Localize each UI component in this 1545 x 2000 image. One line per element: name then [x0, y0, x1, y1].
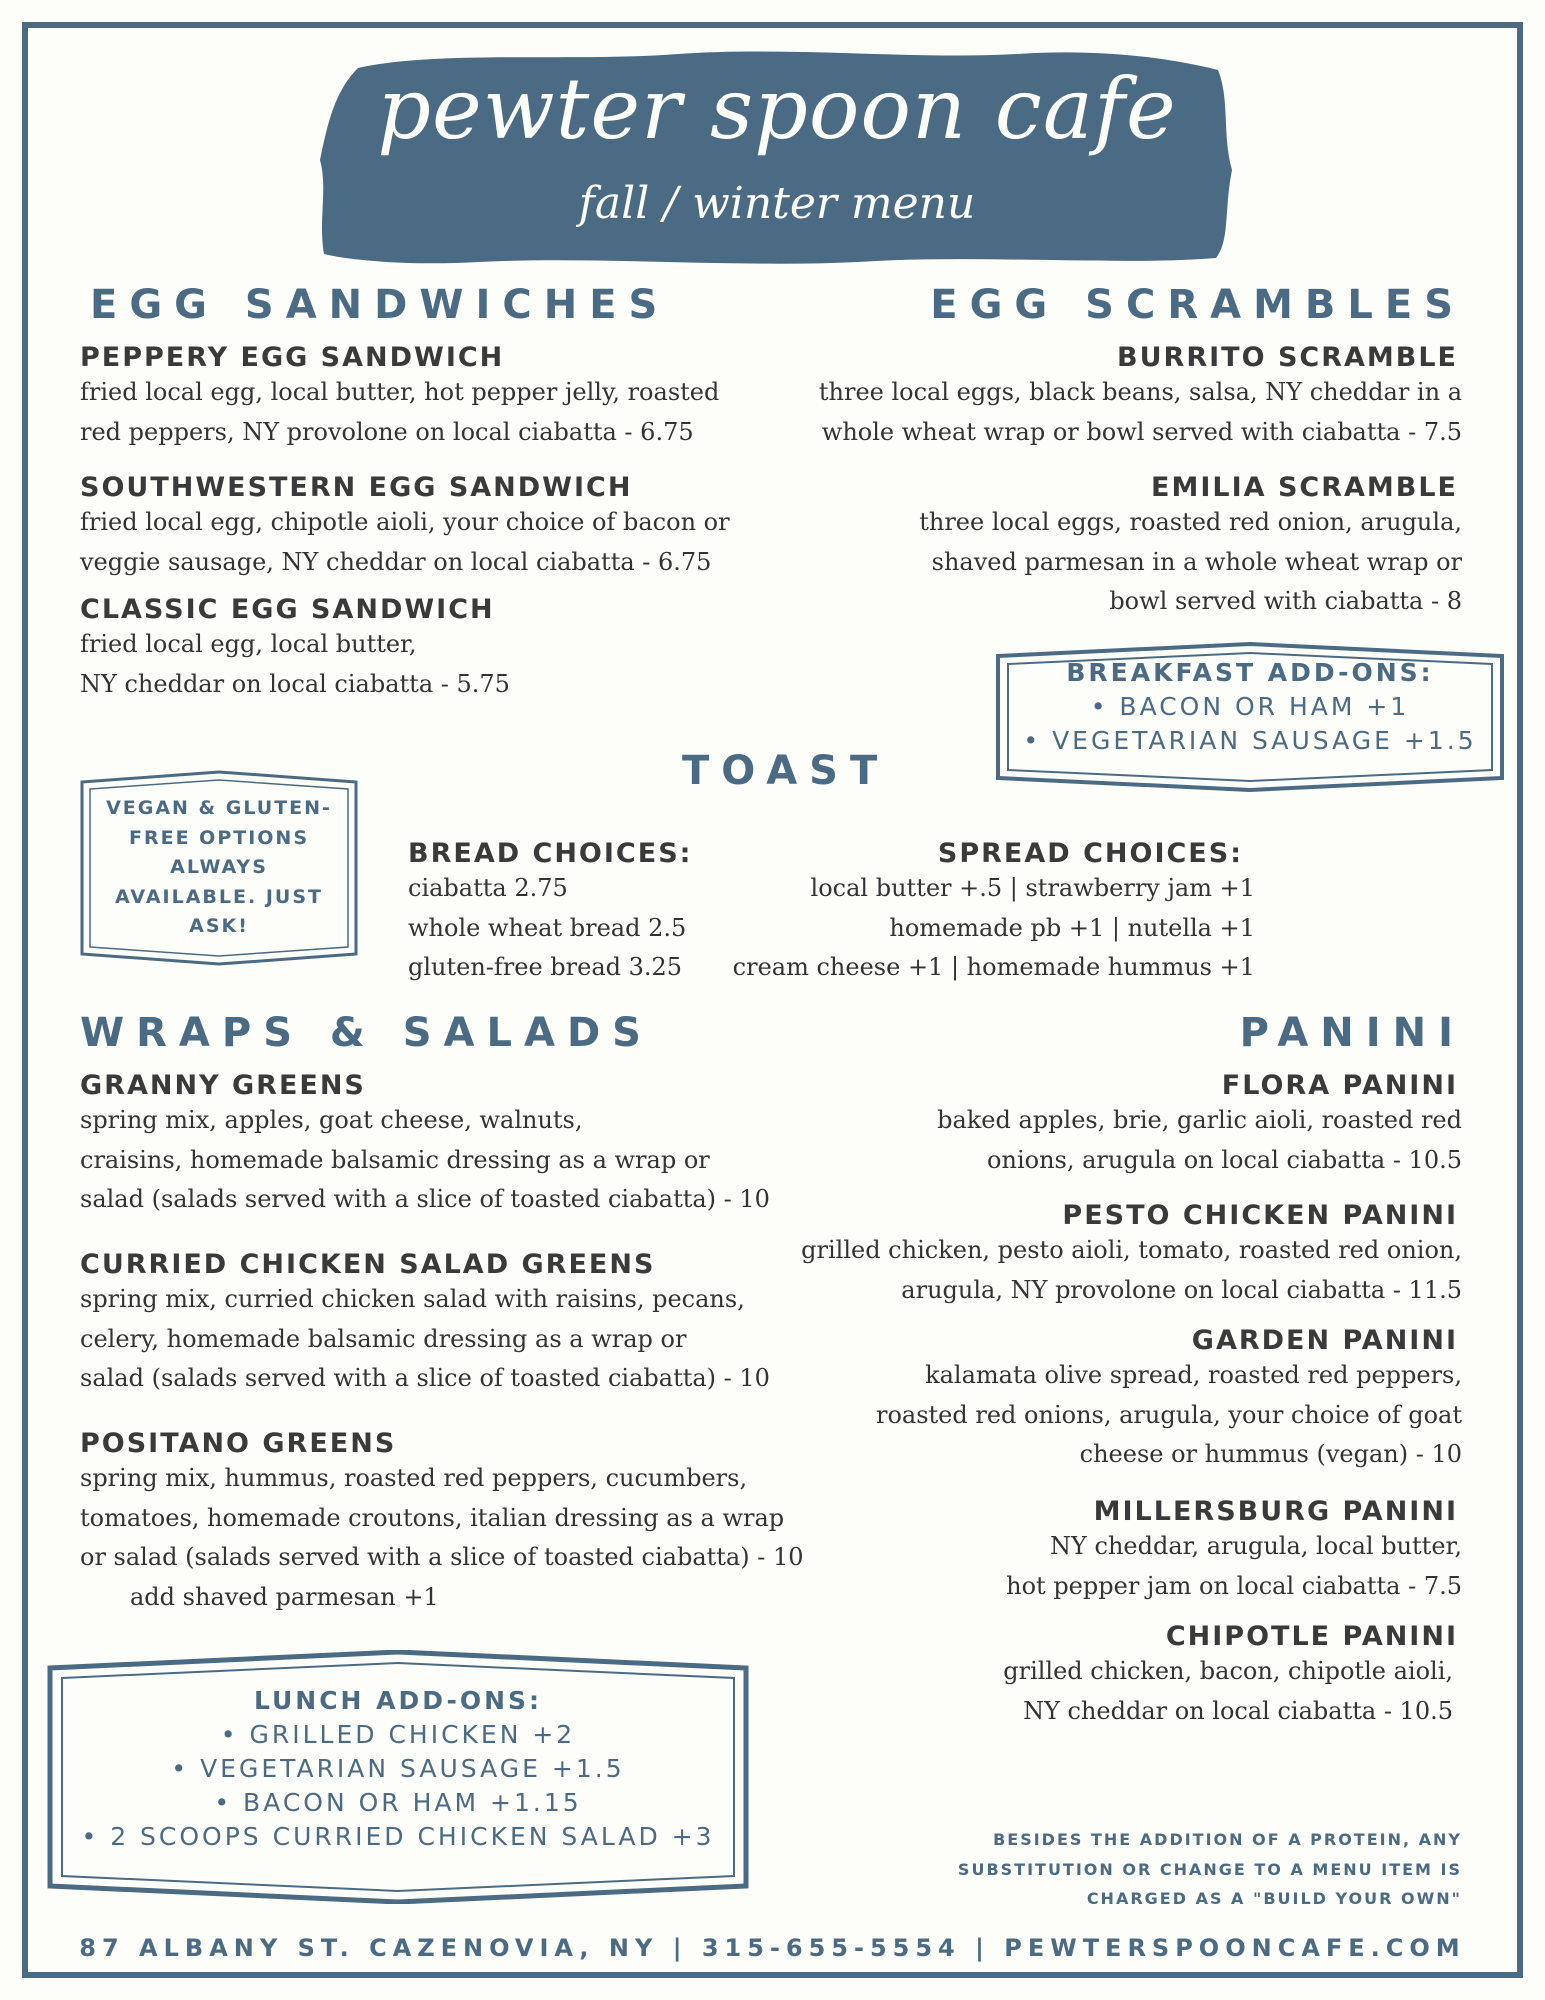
- item-desc-garden: kalamata olive spread, roasted red peppers, roasted red onions, arugula, your choice of goat cheese or hummus (vegan) - 10: [875, 1361, 1462, 1468]
- item-name-peppery: PEPPERY EGG SANDWICH: [80, 342, 505, 373]
- lunch-addons-text: LUNCH ADD-ONS: • GRILLED CHICKEN +2 • VEGETARIAN SAUSAGE +1.5 • BACON OR HAM +1.15 • 2 SCOOPS CURRIED CHICKEN SALAD +3: [81, 1686, 715, 1851]
- menu-subtitle: fall / winter menu: [578, 178, 976, 229]
- breakfast-addons-text: BREAKFAST ADD-ONS: • BACON OR HAM +1 • VEGETARIAN SAUSAGE +1.5: [1023, 658, 1477, 755]
- item-name-granny: GRANNY GREENS: [80, 1070, 366, 1101]
- item-desc-granny: spring mix, apples, goat cheese, walnuts, craisins, homemade balsamic dressing as a wrap or salad (salads served with a slice of toasted ciabatta) - 10: [80, 1106, 770, 1213]
- substitution-note: BESIDES THE ADDITION OF A PROTEIN, ANY SUBSTITUTION OR CHANGE TO A MENU ITEM IS CHARGED AS A "BUILD YOUR OWN": [957, 1830, 1462, 1908]
- cafe-title: pewter spoon cafe: [377, 60, 1177, 158]
- item-name-classic: CLASSIC EGG SANDWICH: [80, 594, 495, 625]
- item-name-garden: GARDEN PANINI: [1191, 1325, 1458, 1356]
- item-desc-southwestern: fried local egg, chipotle aioli, your choice of bacon or veggie sausage, NY cheddar on local ciabatta - 6.75: [80, 508, 730, 576]
- footer-contact: 87 ALBANY ST. CAZENOVIA, NY | 315-655-5554 | PEWTERSPOONCAFE.COM: [79, 1934, 1466, 1962]
- item-desc-positano: spring mix, hummus, roasted red peppers, cucumbers, tomatoes, homemade croutons, italian dressing as a wrap or salad (salads served with a slice of toasted ciabatta) - 10 add shaved parmesan +1: [80, 1464, 804, 1611]
- item-desc-classic: fried local egg, local butter, NY cheddar on local ciabatta - 5.75: [80, 630, 510, 698]
- item-name-millersburg: MILLERSBURG PANINI: [1093, 1496, 1458, 1527]
- item-desc-burrito: three local eggs, black beans, salsa, NY cheddar in a whole wheat wrap or bowl served with ciabatta - 7.5: [818, 378, 1462, 446]
- section-heading-wraps-salads: WRAPS & SALADS: [80, 1010, 653, 1056]
- item-name-chipotle: CHIPOTLE PANINI: [1165, 1621, 1458, 1652]
- item-name-pesto: PESTO CHICKEN PANINI: [1062, 1200, 1458, 1231]
- bread-choices-list: ciabatta 2.75 whole wheat bread 2.5 gluten-free bread 3.25: [408, 874, 687, 981]
- item-name-burrito: BURRITO SCRAMBLE: [1117, 342, 1458, 373]
- item-name-emilia: EMILIA SCRAMBLE: [1151, 472, 1458, 503]
- item-desc-curried: spring mix, curried chicken salad with raisins, pecans, celery, homemade balsamic dressing as a wrap or salad (salads served with a slice of toasted ciabatta) - 10: [80, 1285, 770, 1392]
- item-desc-pesto: grilled chicken, pesto aioli, tomato, roasted red onion, arugula, NY provolone on local ciabatta - 11.5: [801, 1236, 1462, 1304]
- section-heading-panini: PANINI: [1239, 1010, 1465, 1056]
- item-desc-peppery: fried local egg, local butter, hot pepper jelly, roasted red peppers, NY provolone on local ciabatta - 6.75: [80, 378, 720, 446]
- item-desc-millersburg: NY cheddar, arugula, local butter, hot pepper jam on local ciabatta - 7.5: [1006, 1532, 1462, 1600]
- item-desc-chipotle: grilled chicken, bacon, chipotle aioli, NY cheddar on local ciabatta - 10.5: [1003, 1657, 1453, 1725]
- item-desc-flora: baked apples, brie, garlic aioli, roasted red onions, arugula on local ciabatta - 10.5: [937, 1106, 1462, 1174]
- section-heading-egg-sandwiches: EGG SANDWICHES: [90, 282, 670, 328]
- vegan-options-text: VEGAN & GLUTEN- FREE OPTIONS ALWAYS AVAILABLE. JUST ASK!: [106, 797, 332, 937]
- item-name-positano: POSITANO GREENS: [80, 1428, 397, 1459]
- spread-choices-list: local butter +.5 | strawberry jam +1 homemade pb +1 | nutella +1 cream cheese +1 | homemade hummus +1: [732, 874, 1255, 981]
- section-heading-toast: TOAST: [682, 748, 890, 794]
- item-name-curried: CURRIED CHICKEN SALAD GREENS: [80, 1249, 656, 1280]
- item-desc-emilia: three local eggs, roasted red onion, arugula, shaved parmesan in a whole wheat wrap or bowl served with ciabatta - 8: [919, 508, 1462, 615]
- spread-choices-heading: SPREAD CHOICES:: [937, 838, 1243, 869]
- item-name-southwestern: SOUTHWESTERN EGG SANDWICH: [80, 472, 633, 503]
- item-name-flora: FLORA PANINI: [1221, 1070, 1458, 1101]
- bread-choices-heading: BREAD CHOICES:: [408, 838, 693, 869]
- section-heading-egg-scrambles: EGG SCRAMBLES: [930, 282, 1465, 328]
